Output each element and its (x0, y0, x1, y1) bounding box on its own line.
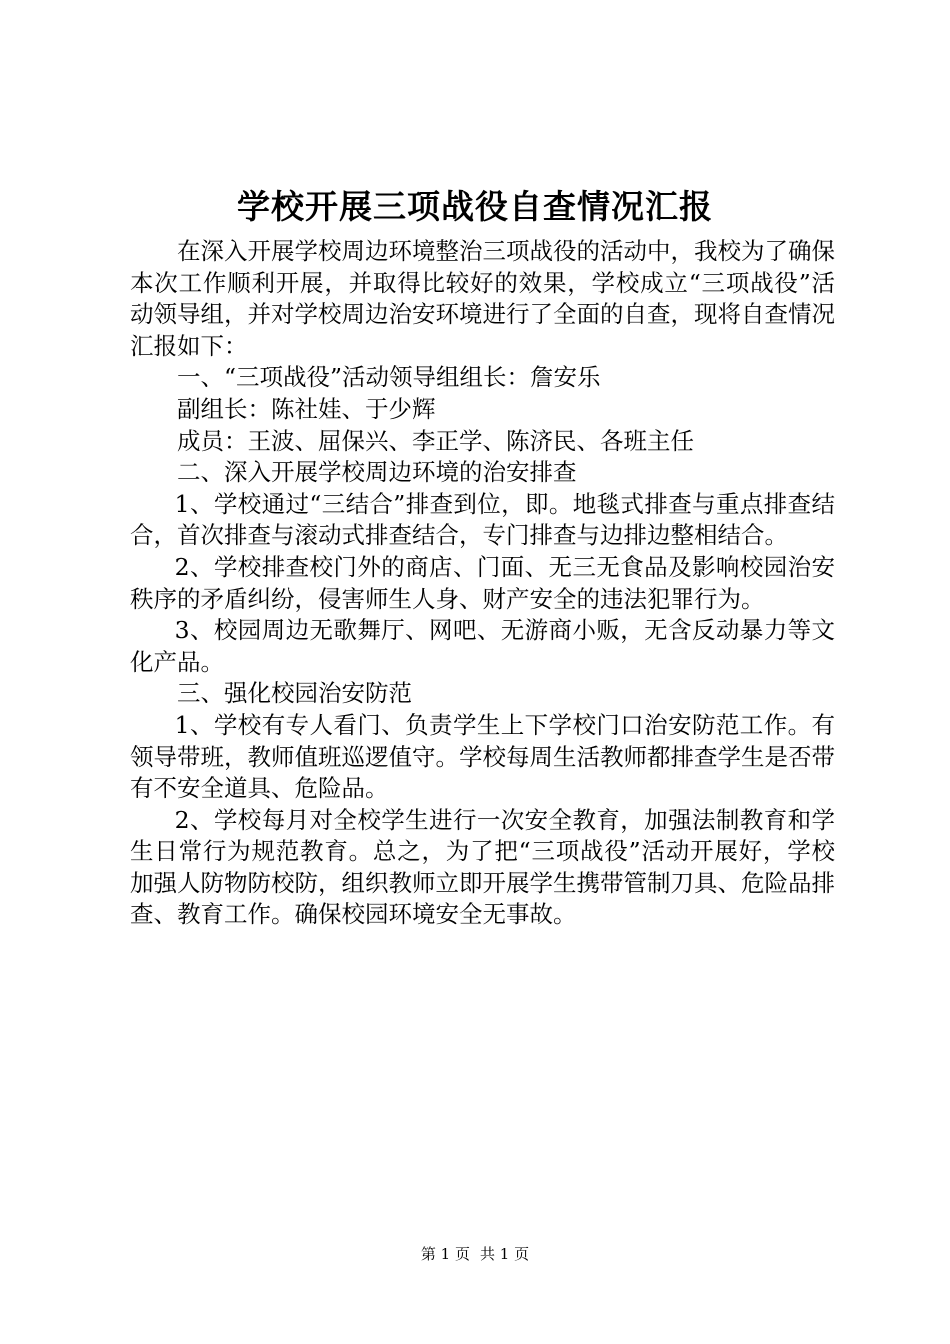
page-number-label: 第 1 页 (420, 1245, 470, 1263)
document-title: 学校开展三项战役自查情况汇报 (237, 187, 713, 226)
paragraph-intro: 在深入开展学校周边环境整治三项战役的活动中，我校为了确保本次工作顺利开展，并取得比较好的效果，学校成立“三项战役”活动领导组，并对学校周边治安环境进行了全面的自查，现将自查情况汇报如下： (130, 237, 835, 360)
paragraph-section-2-item-1: 1、学校通过“三结合”排查到位，即。地毯式排查与重点排查结合，首次排查与滚动式排查结合，专门排查与边排边整相结合。 (130, 489, 835, 550)
paragraph-section-3-heading: 三、强化校园治安防范 (177, 679, 412, 708)
paragraph-members: 成员：王波、屈保兴、李正学、陈济民、各班主任 (177, 426, 694, 455)
paragraph-section-3-item-2: 2、学校每月对全校学生进行一次安全教育，加强法制教育和学生日常行为规范教育。总之，为了把“三项战役”活动开展好，学校加强人防物防校防，组织教师立即开展学生携带管制刀具、危险品排查、教育工作。确保校园环境安全无事故。 (130, 805, 835, 929)
paragraph-section-2-item-2: 2、学校排查校门外的商店、门面、无三无食品及影响校园治安秩序的矛盾纠纷，侵害师生人身、财产安全的违法犯罪行为。 (130, 552, 835, 613)
total-pages-label: 共 1 页 (480, 1245, 530, 1263)
document-body (130, 236, 835, 931)
paragraph-section-2-item-3: 3、校园周边无歌舞厅、网吧、无游商小贩，无含反动暴力等文化产品。 (130, 616, 835, 676)
paragraph-deputy-leaders: 副组长：陈社娃、于少辉 (177, 394, 436, 423)
paragraph-section-2-heading: 二、深入开展学校周边环境的治安排查 (177, 458, 577, 487)
paragraph-section-1-leader: 一、“三项战役”活动领导组组长：詹安乐 (177, 363, 601, 392)
paragraph-section-3-item-1: 1、学校有专人看门、负责学生上下学校门口治安防范工作。有领导带班，教师值班巡逻值守。学校每周生活教师都排查学生是否带有不安全道具、危险品。 (130, 710, 835, 803)
page-footer (0, 1244, 950, 1264)
